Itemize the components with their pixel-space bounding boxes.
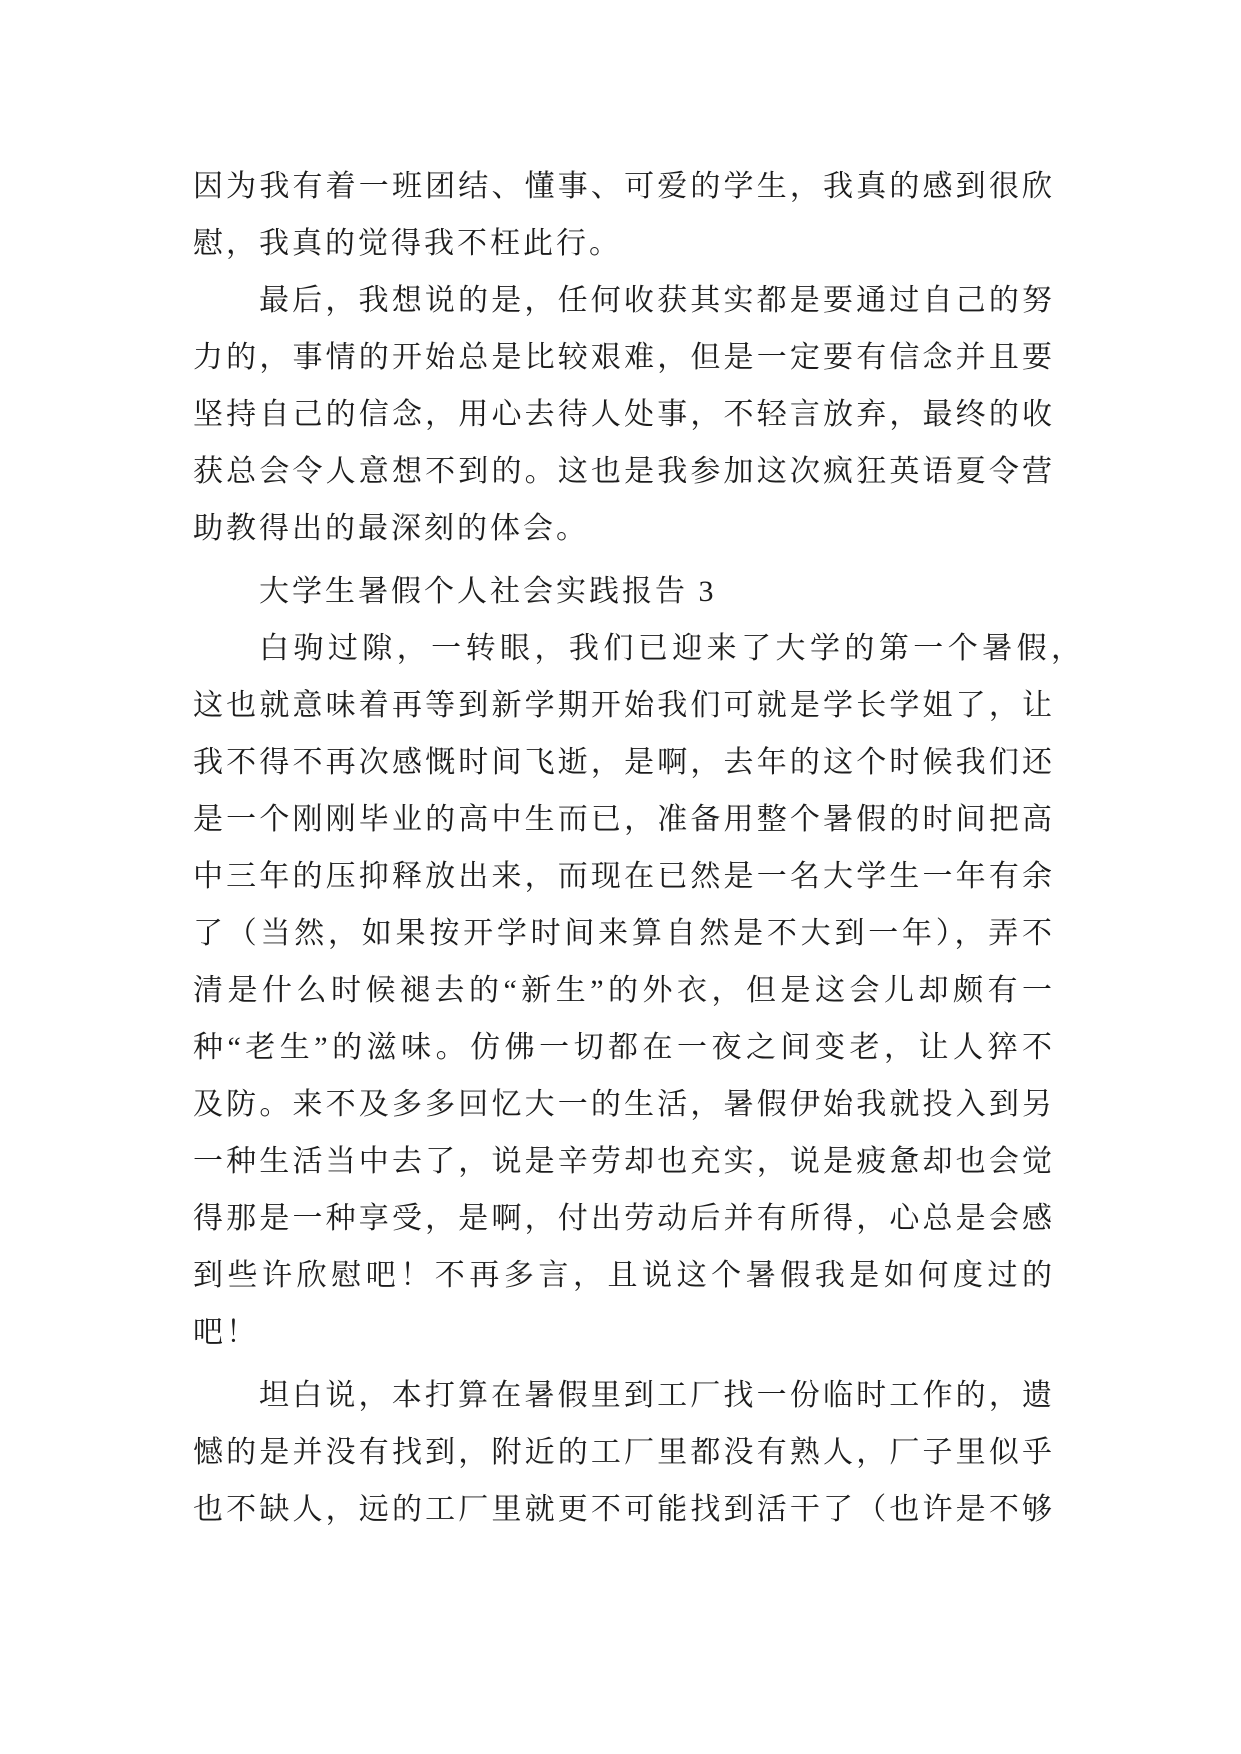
text-line: 因为我有着一班团结、懂事、可爱的学生，我真的感到很欣 <box>193 170 1052 203</box>
text-line: 助教得出的最深刻的体会。 <box>193 512 589 545</box>
text-line: 获总会令人意想不到的。这也是我参加这次疯狂英语夏令营 <box>193 455 1052 488</box>
text-line: 得那是一种享受，是啊，付出劳动后并有所得，心总是会感 <box>193 1202 1052 1235</box>
text-line: 到些许欣慰吧！不再多言，且说这个暑假我是如何度过的 <box>193 1259 1052 1292</box>
paragraph-3 <box>193 620 1093 1361</box>
text-line: 了（当然，如果按开学时间来算自然是不大到一年），弄不 <box>193 917 1052 950</box>
text-line: 中三年的压抑释放出来，而现在已然是一名大学生一年有余 <box>193 860 1052 893</box>
text-line: 最后，我想说的是，任何收获其实都是要通过自己的努 <box>259 284 1052 317</box>
document-body <box>193 158 1093 1538</box>
text-line: 种“老生”的滋味。仿佛一切都在一夜之间变老，让人猝不 <box>193 1031 1052 1064</box>
text-line: 力的，事情的开始总是比较艰难，但是一定要有信念并且要 <box>193 341 1052 374</box>
text-line: 我不得不再次感慨时间飞逝，是啊，去年的这个时候我们还 <box>193 746 1052 779</box>
paragraph-1 <box>193 158 1093 272</box>
text-line: 清是什么时候褪去的“新生”的外衣，但是这会儿却颇有一 <box>193 974 1052 1007</box>
text-line: 是一个刚刚毕业的高中生而已，准备用整个暑假的时间把高 <box>193 803 1052 836</box>
text-line: 坦白说，本打算在暑假里到工厂找一份临时工作的，遗 <box>259 1379 1052 1412</box>
text-line: 慰，我真的觉得我不枉此行。 <box>193 227 622 260</box>
text-line: 及防。来不及多多回忆大一的生活，暑假伊始我就投入到另 <box>193 1088 1052 1121</box>
paragraph-4 <box>193 1367 1093 1538</box>
text-line: 白驹过隙，一转眼，我们已迎来了大学的第一个暑假， <box>259 632 1081 665</box>
section-heading: 大学生暑假个人社会实践报告 3 <box>259 575 717 608</box>
paragraph-2 <box>193 272 1093 557</box>
text-line: 也不缺人，远的工厂里就更不可能找到活干了（也许是不够 <box>193 1493 1052 1526</box>
text-line: 坚持自己的信念，用心去待人处事，不轻言放弃，最终的收 <box>193 398 1052 431</box>
text-line: 一种生活当中去了，说是辛劳却也充实，说是疲惫却也会觉 <box>193 1145 1052 1178</box>
text-line: 这也就意味着再等到新学期开始我们可就是学长学姐了，让 <box>193 689 1052 722</box>
text-line: 吧！ <box>193 1316 259 1349</box>
text-line: 憾的是并没有找到，附近的工厂里都没有熟人，厂子里似乎 <box>193 1436 1052 1469</box>
